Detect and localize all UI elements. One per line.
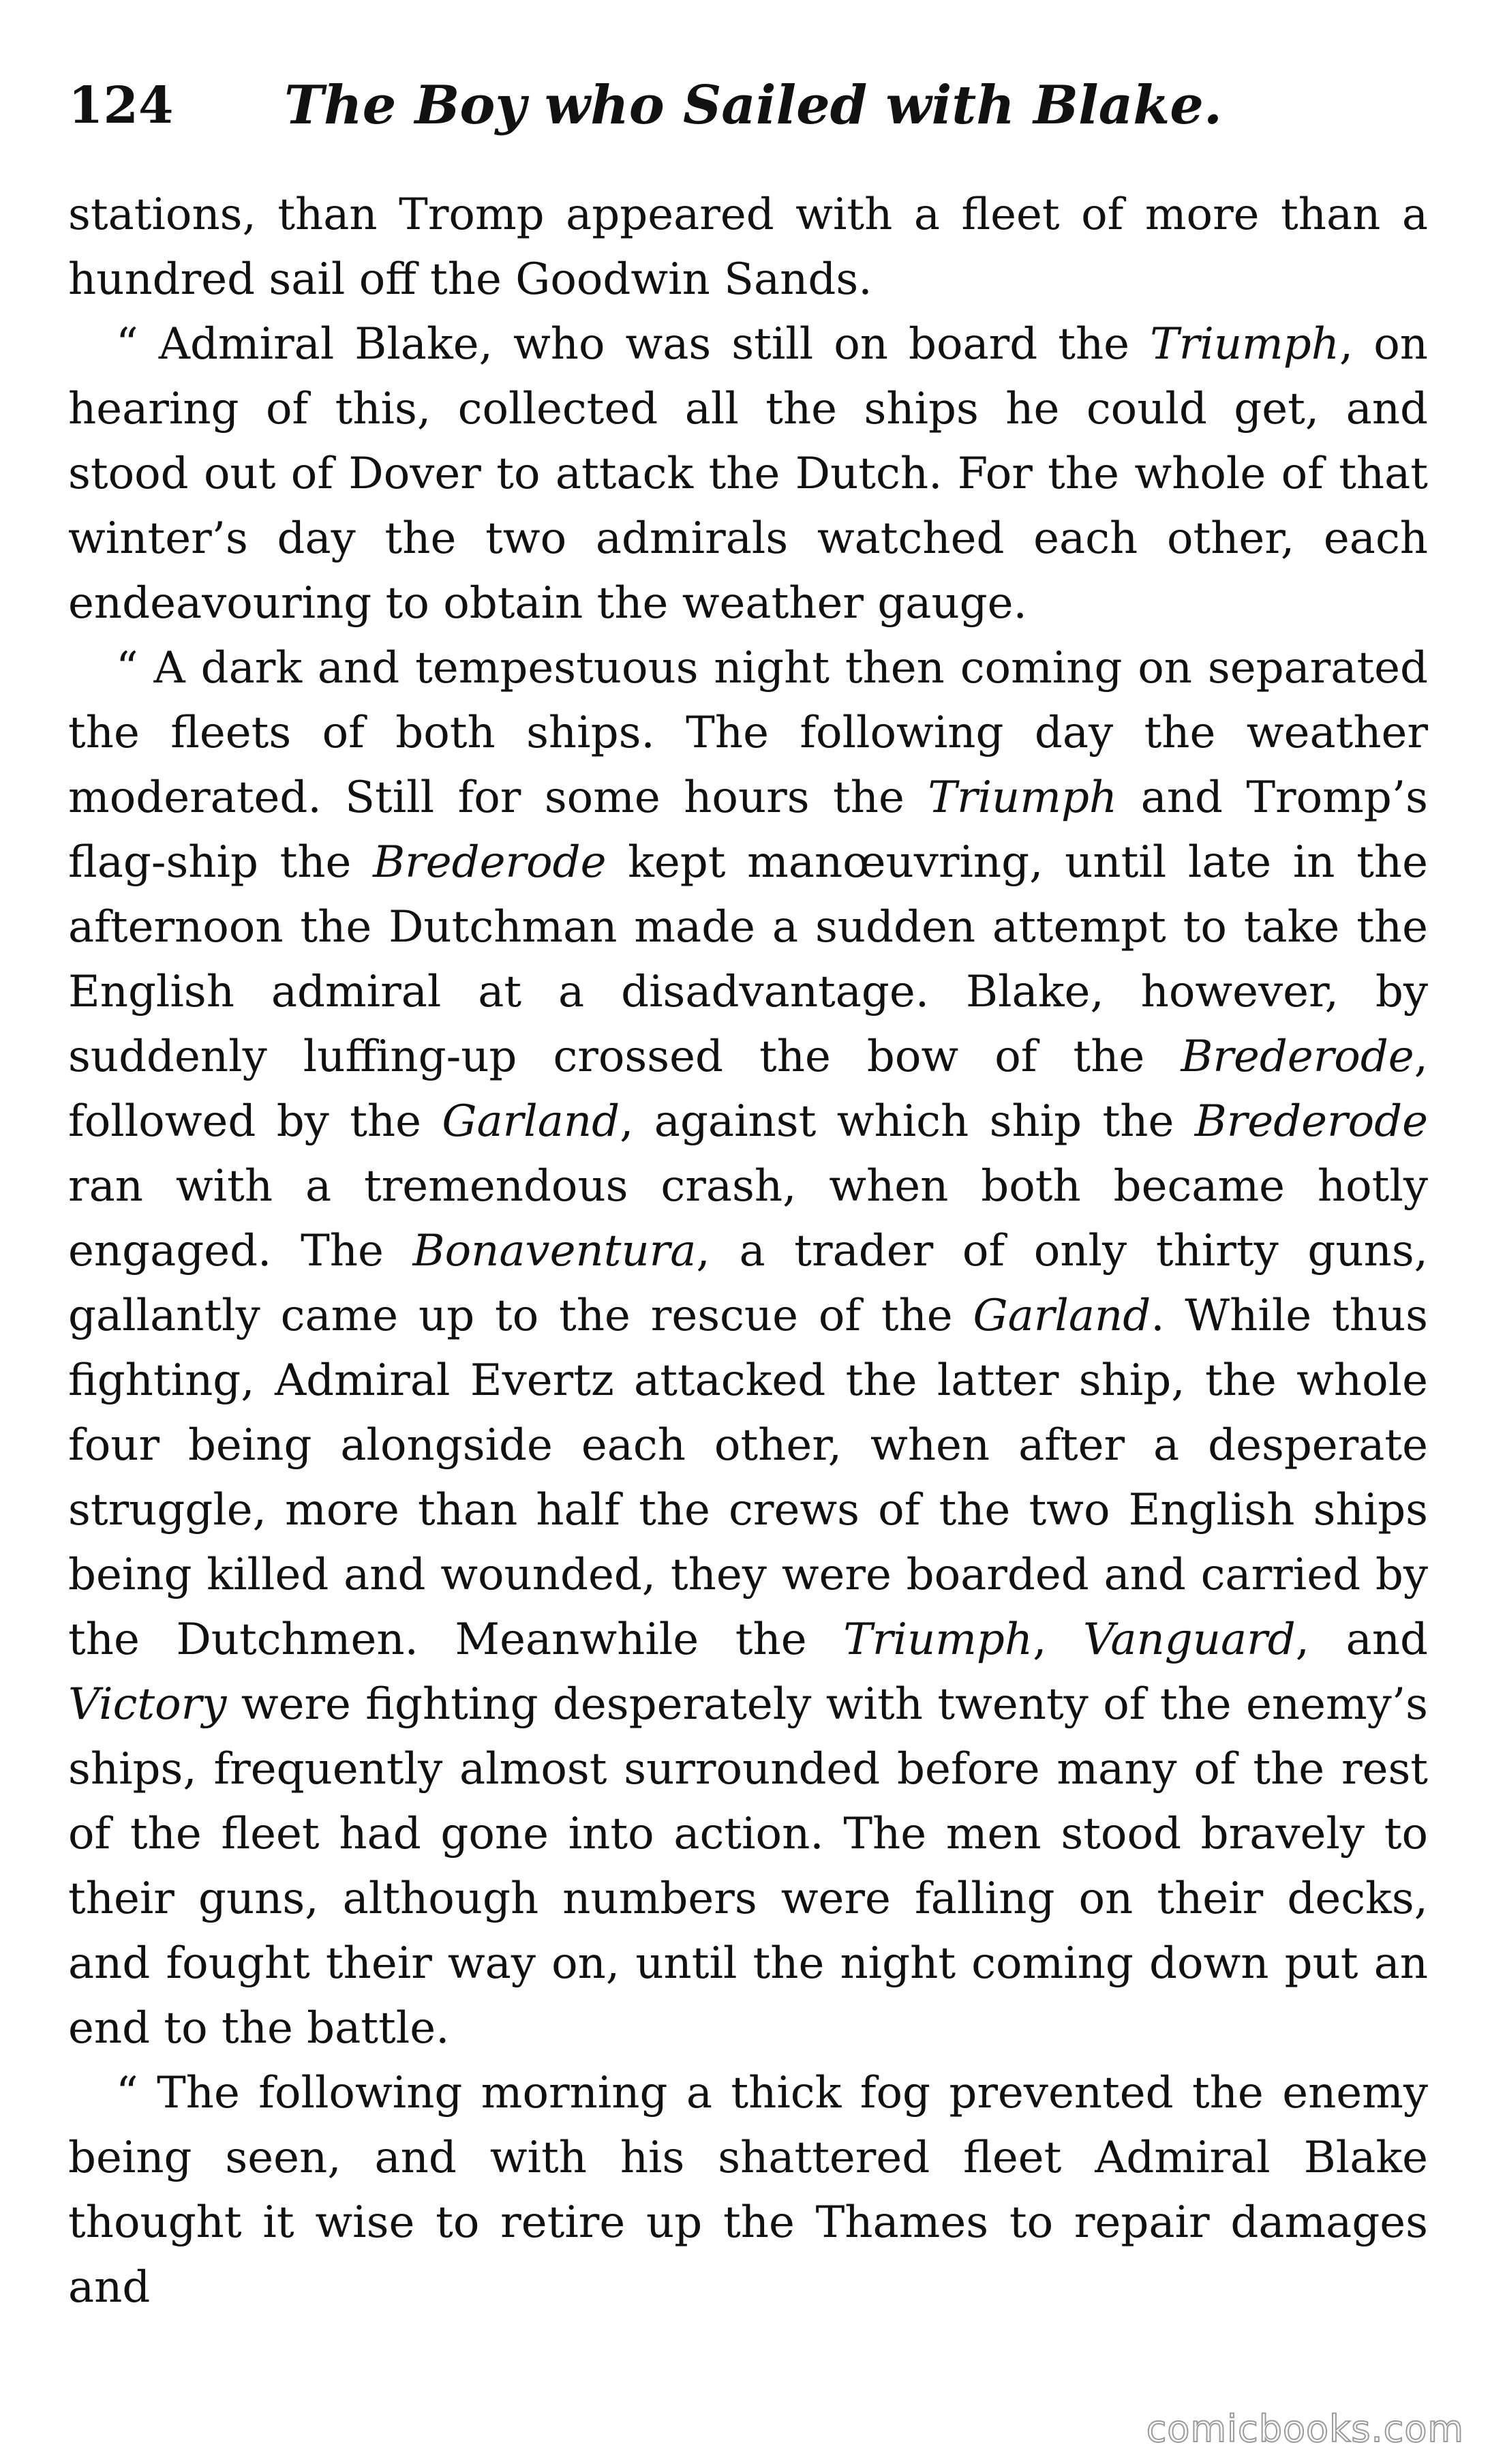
italic-ship-name: Bonaventura <box>412 1226 697 1276</box>
paragraph-text: . While thus fighting, Admiral Evertz attacked the latter ship, the whole four being alongside each other, when after a desperate struggle, more than half the crews of the two English ships being killed and wounded, they were boarded and carried by the Dutchmen. Meanwhile the <box>68 1291 1428 1665</box>
italic-ship-name: Triumph <box>1150 319 1339 370</box>
paragraph-text: , against which ship the <box>620 1096 1195 1147</box>
italic-ship-name: Garland <box>442 1096 620 1147</box>
running-title: The Boy who Sailed with Blake. <box>284 74 1223 136</box>
paragraph-text: were fighting desperately with twenty of the enemy’s ships, frequently almost surrounded before many of the rest of the fleet had gone into action. The men stood bravely to their guns, although numbers were falling on their decks, and fought their way on, until the night coming down put an end to the battle. <box>68 1679 1428 2054</box>
paragraph-text: “ The following morning a thick fog prevented the enemy being seen, and with his shattered fleet Admiral Blake thought it wise to retire up the Thames to repair damages and <box>68 2068 1428 2313</box>
paragraph-text: , a trader of only thirty guns, gallantly came up to the rescue of the <box>68 1226 1428 1341</box>
paragraph <box>68 2061 1428 2320</box>
paragraph-text: , <box>1033 1614 1084 1665</box>
watermark: comicbooks.com <box>1146 2407 1464 2450</box>
italic-ship-name: Brederode <box>1181 1032 1414 1082</box>
paragraph <box>68 636 1428 2061</box>
paragraph-text: and Tromp’s flag-ship the <box>68 772 1428 888</box>
paragraph-text: “ Admiral Blake, who was still on board the <box>116 319 1151 370</box>
paragraph-text: , followed by the <box>68 1032 1428 1147</box>
italic-ship-name: Garland <box>973 1291 1151 1341</box>
body-text <box>68 183 1428 2320</box>
paragraph-text: ran with a tremendous crash, when both became hotly engaged. The <box>68 1161 1428 1276</box>
italic-ship-name: Triumph <box>928 772 1118 823</box>
italic-ship-name: Brederode <box>1194 1096 1429 1147</box>
italic-ship-name: Vanguard <box>1083 1614 1296 1665</box>
italic-ship-name: Victory <box>68 1679 227 1730</box>
page-number: 124 <box>68 76 174 135</box>
italic-ship-name: Brederode <box>373 837 607 888</box>
paragraph-text: stations, than Tromp appeared with a fleet of more than a hundred sail off the Goodwin Sands. <box>68 190 1428 305</box>
paragraph-text: “ A dark and tempestuous night then coming on separated the fleets of both ships. The following day the weather moderated. Still for some hours the <box>68 643 1428 823</box>
paragraph <box>68 183 1428 312</box>
paragraph-text: , and <box>1295 1614 1428 1665</box>
italic-ship-name: Triumph <box>843 1614 1033 1665</box>
paragraph-text: , on hearing of this, collected all the ships he could get, and stood out of Dover to attack the Dutch. For the whole of that winter’s day the two admirals watched each other, each endeavouring to obtain the weather gauge. <box>68 319 1429 629</box>
page-header <box>68 55 1438 157</box>
paragraph-text: kept manœuvring, until late in the afternoon the Dutchman made a sudden attempt to take the English admiral at a disadvantage. Blake, however, by suddenly luffing-up crossed the bow of the <box>68 837 1429 1082</box>
paragraph <box>68 312 1428 636</box>
